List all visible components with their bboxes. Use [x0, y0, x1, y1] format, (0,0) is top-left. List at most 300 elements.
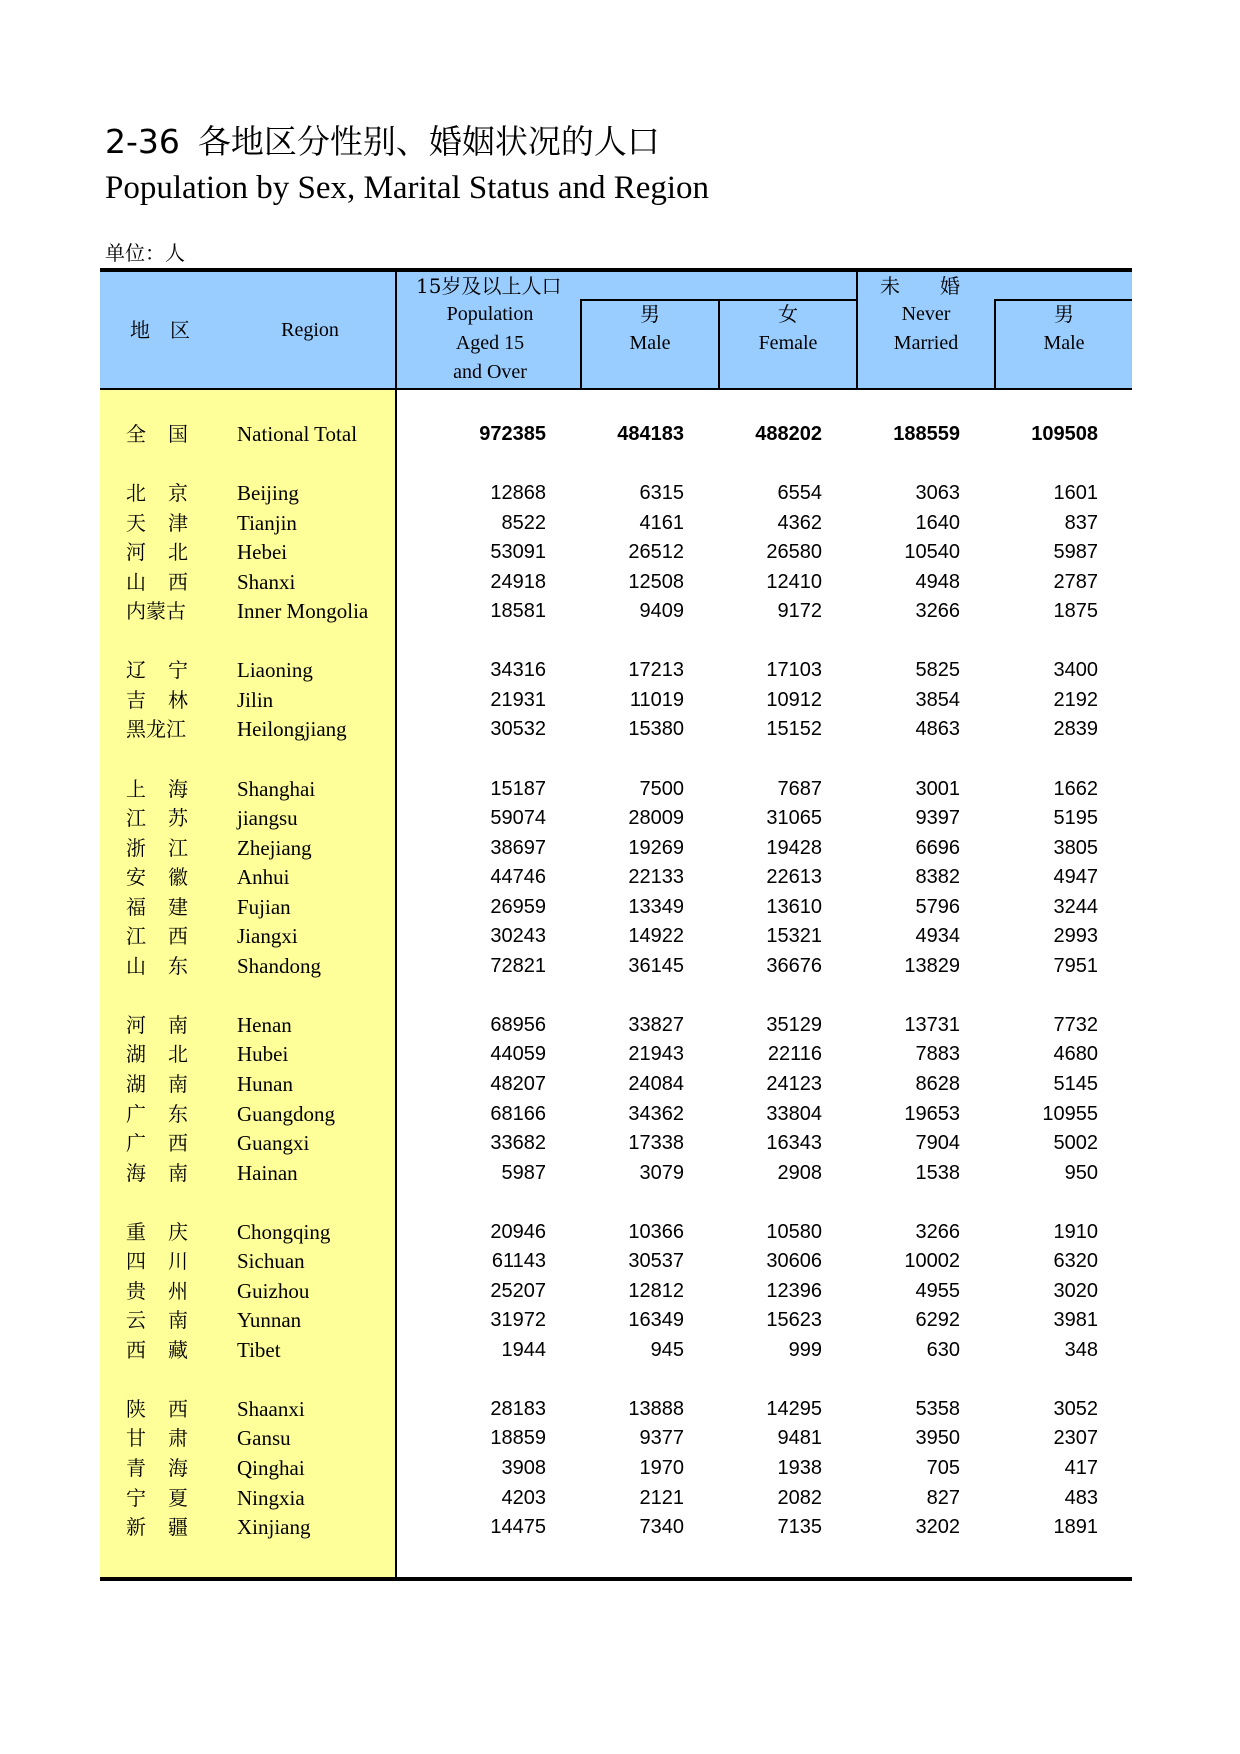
region-name-cn: [126, 921, 196, 951]
table-row: [100, 1512, 1132, 1542]
region-name-en: Jilin: [237, 688, 274, 712]
header-pop-line1: Population: [446, 303, 534, 325]
region-name-en: Henan: [237, 1013, 292, 1037]
value-population-15-over: 61143: [491, 1250, 546, 1272]
region-cn-char1: 贵: [126, 1279, 146, 1303]
table-row: [100, 951, 1132, 981]
value-female: 16343: [766, 1132, 822, 1154]
value-population-15-over: 30532: [490, 718, 546, 740]
value-population-15-over: 28183: [490, 1398, 546, 1420]
header-bottom-rule: [100, 388, 1132, 390]
value-never-married-male: 2993: [1053, 925, 1098, 947]
value-never-married-male: 3244: [1053, 896, 1098, 918]
region-cn-char2: 国: [168, 422, 188, 446]
region-cn-char2: 建: [168, 895, 188, 919]
region-name-en: Heilongjiang: [237, 717, 347, 741]
region-cn-char1: 江: [126, 924, 146, 948]
region-cn-char1: 新: [126, 1515, 146, 1539]
region-name-cn: [126, 714, 196, 744]
region-cn-char1: 福: [126, 895, 146, 919]
region-cn-char1: 广: [126, 1102, 146, 1126]
value-female: 10912: [766, 689, 822, 711]
region-name-en: Guizhou: [237, 1279, 310, 1303]
region-cn-char2: 徽: [168, 865, 188, 889]
value-population-15-over: 4203: [501, 1487, 546, 1509]
table-row: [100, 862, 1132, 892]
value-never-married-male: 2192: [1053, 689, 1098, 711]
region-name-en: Sichuan: [237, 1249, 305, 1273]
value-male: 17213: [628, 659, 684, 681]
value-female: 9481: [777, 1427, 822, 1449]
region-name-en: Yunnan: [237, 1308, 302, 1332]
region-cn-char2: 庆: [168, 1220, 188, 1244]
value-never-married: 6696: [915, 837, 960, 859]
region-name-cn: [126, 1335, 196, 1365]
value-female: 999: [788, 1339, 822, 1361]
region-cn-char2: 江: [168, 836, 188, 860]
value-female: 7135: [777, 1516, 822, 1538]
header-male-cn: 男: [640, 302, 660, 326]
header-pop-line2: Aged 15: [455, 332, 525, 354]
region-name-en: Jiangxi: [237, 924, 298, 948]
value-male: 15380: [628, 718, 684, 740]
value-never-married-male: 1891: [1053, 1516, 1098, 1538]
table-row: [100, 1158, 1132, 1188]
region-cn-char1: 浙: [126, 836, 146, 860]
value-never-married: 4955: [915, 1280, 960, 1302]
value-female: 15321: [766, 925, 822, 947]
value-never-married: 630: [926, 1339, 960, 1361]
value-male: 13349: [628, 896, 684, 918]
value-never-married: 7883: [915, 1043, 960, 1065]
region-name-cn: [126, 803, 196, 833]
region-cn-char2: 西: [168, 1131, 188, 1155]
region-cn-char1: 黑龙江: [126, 717, 186, 741]
value-never-married-male: 2839: [1053, 718, 1098, 740]
region-cn-char2: 南: [168, 1072, 188, 1096]
table-row: [100, 655, 1132, 685]
value-female: 14295: [766, 1398, 822, 1420]
value-female: 6554: [777, 482, 822, 504]
value-never-married-male: 3052: [1053, 1398, 1098, 1420]
header-region-en: Region: [281, 319, 339, 341]
region-cn-char1: 四: [126, 1249, 146, 1273]
region-cn-char1: 海: [126, 1161, 146, 1185]
table-row: [100, 478, 1132, 508]
region-name-cn: [126, 508, 196, 538]
table-row: [100, 1394, 1132, 1424]
value-male: 28009: [628, 807, 684, 829]
region-cn-char1: 青: [126, 1456, 146, 1480]
table-row: [100, 1276, 1132, 1306]
value-population-15-over: 30243: [490, 925, 546, 947]
region-cn-char1: 河: [126, 540, 146, 564]
table-row: [100, 1335, 1132, 1365]
table-row: [100, 892, 1132, 922]
region-name-en: Guangxi: [237, 1131, 310, 1155]
region-cn-char1: 辽: [126, 658, 146, 682]
value-never-married: 5358: [915, 1398, 960, 1420]
value-male: 9377: [639, 1427, 684, 1449]
value-never-married-male: 483: [1064, 1487, 1098, 1509]
header-never-cn: 未 婚: [880, 274, 960, 298]
header-never-male-cn: 男: [1054, 302, 1074, 326]
region-cn-char2: 东: [168, 1102, 188, 1126]
region-name-en: Tibet: [237, 1338, 281, 1362]
table-row: [100, 803, 1132, 833]
region-cn-char1: 上: [126, 777, 146, 801]
value-population-15-over: 68166: [490, 1103, 546, 1125]
region-name-cn: [126, 1039, 196, 1069]
region-cn-char1: 广: [126, 1131, 146, 1155]
value-male: 19269: [628, 837, 684, 859]
value-never-married-male: 10955: [1042, 1103, 1098, 1125]
value-population-15-over: 1944: [501, 1339, 546, 1361]
value-never-married-male: 1910: [1053, 1221, 1098, 1243]
table-row: [100, 508, 1132, 538]
value-never-married: 705: [926, 1457, 960, 1479]
value-female: 12396: [766, 1280, 822, 1302]
value-never-married-male: 7732: [1053, 1014, 1098, 1036]
region-name-cn: [126, 685, 196, 715]
region-cn-char1: 湖: [126, 1042, 146, 1066]
region-cn-char2: 南: [168, 1013, 188, 1037]
table-row: [100, 1423, 1132, 1453]
value-male: 2121: [639, 1487, 684, 1509]
value-population-15-over: 44059: [490, 1043, 546, 1065]
value-never-married: 3950: [915, 1427, 960, 1449]
value-never-married: 8382: [915, 866, 960, 888]
value-never-married: 3854: [915, 689, 960, 711]
region-cn-char2: 南: [168, 1308, 188, 1332]
value-female: 488202: [755, 423, 822, 445]
region-cn-char1: 湖: [126, 1072, 146, 1096]
region-name-cn: [126, 1512, 196, 1542]
value-female: 12410: [766, 571, 822, 593]
region-cn-char2: 西: [168, 924, 188, 948]
value-male: 945: [650, 1339, 684, 1361]
region-name-cn: [126, 655, 196, 685]
region-name-cn: [126, 951, 196, 981]
value-female: 15623: [766, 1309, 822, 1331]
value-population-15-over: 34316: [490, 659, 546, 681]
value-male: 26512: [628, 541, 684, 563]
region-name-en: Tianjin: [237, 511, 297, 535]
region-cn-char2: 藏: [168, 1338, 188, 1362]
value-population-15-over: 21931: [490, 689, 546, 711]
value-male: 12508: [628, 571, 684, 593]
region-cn-char1: 山: [126, 570, 146, 594]
table-row: [100, 1217, 1132, 1247]
value-never-married-male: 5002: [1053, 1132, 1098, 1154]
value-female: 36676: [766, 955, 822, 977]
region-cn-char2: 西: [168, 570, 188, 594]
header-male-en: Male: [629, 332, 671, 354]
value-male: 1970: [639, 1457, 684, 1479]
region-name-en: Hubei: [237, 1042, 289, 1066]
value-population-15-over: 18581: [490, 600, 546, 622]
region-cn-char2: 西: [168, 1397, 188, 1421]
value-never-married-male: 3981: [1053, 1309, 1098, 1331]
value-never-married: 827: [926, 1487, 960, 1509]
region-name-en: Gansu: [237, 1426, 291, 1450]
region-name-cn: [126, 1394, 196, 1424]
table-row: [100, 567, 1132, 597]
value-never-married: 9397: [915, 807, 960, 829]
value-female: 4362: [777, 512, 822, 534]
region-name-cn: [126, 1453, 196, 1483]
value-never-married-male: 5195: [1053, 807, 1098, 829]
region-name-cn: [126, 1099, 196, 1129]
value-population-15-over: 15187: [490, 778, 546, 800]
region-name-cn: [126, 1483, 196, 1513]
table-row: [100, 921, 1132, 951]
region-name-en: Shanghai: [237, 777, 316, 801]
region-cn-char2: 肃: [168, 1426, 188, 1450]
value-population-15-over: 33682: [490, 1132, 546, 1154]
value-never-married: 3063: [915, 482, 960, 504]
value-never-married-male: 417: [1064, 1457, 1098, 1479]
region-name-cn: [126, 1305, 196, 1335]
region-name-en: Hainan: [237, 1161, 298, 1185]
table-row: [100, 596, 1132, 626]
value-population-15-over: 26959: [490, 896, 546, 918]
region-name-en: Hebei: [237, 540, 288, 564]
region-name-en: Guangdong: [237, 1102, 335, 1126]
value-population-15-over: 44746: [490, 866, 546, 888]
value-female: 30606: [766, 1250, 822, 1272]
region-name-cn: [126, 1246, 196, 1276]
value-never-married: 3202: [915, 1516, 960, 1538]
region-name-en: jiangsu: [237, 806, 298, 830]
value-male: 484183: [617, 423, 684, 445]
value-male: 7500: [639, 778, 684, 800]
table-row: [100, 1099, 1132, 1129]
region-cn-char2: 州: [168, 1279, 188, 1303]
value-male: 10366: [628, 1221, 684, 1243]
value-population-15-over: 12868: [490, 482, 546, 504]
table-bottom-rule: [100, 1577, 1132, 1581]
region-name-cn: [126, 833, 196, 863]
value-female: 7687: [777, 778, 822, 800]
region-name-en: Anhui: [237, 865, 290, 889]
value-never-married-male: 837: [1064, 512, 1098, 534]
region-name-en: Qinghai: [237, 1456, 305, 1480]
table-row: [100, 685, 1132, 715]
value-female: 9172: [777, 600, 822, 622]
value-never-married: 5825: [915, 659, 960, 681]
value-never-married: 19653: [904, 1103, 960, 1125]
region-name-en: Beijing: [237, 481, 299, 505]
region-name-en: Fujian: [237, 895, 291, 919]
region-cn-char2: 苏: [168, 806, 188, 830]
value-never-married-male: 6320: [1053, 1250, 1098, 1272]
value-male: 14922: [628, 925, 684, 947]
region-cn-char2: 北: [168, 540, 188, 564]
value-never-married-male: 5145: [1053, 1073, 1098, 1095]
region-name-cn: [126, 1276, 196, 1306]
value-population-15-over: 24918: [490, 571, 546, 593]
region-cn-char2: 海: [168, 1456, 188, 1480]
header-never-line1: Never: [901, 303, 951, 325]
title-chinese-text: 各地区分性别、婚姻状况的人口: [197, 122, 660, 161]
value-population-15-over: 68956: [490, 1014, 546, 1036]
value-male: 16349: [628, 1309, 684, 1331]
value-female: 31065: [766, 807, 822, 829]
value-never-married: 13731: [904, 1014, 960, 1036]
value-never-married: 3266: [915, 600, 960, 622]
table-row: [100, 1305, 1132, 1335]
value-population-15-over: 31972: [490, 1309, 546, 1331]
value-never-married: 4948: [915, 571, 960, 593]
value-male: 21943: [628, 1043, 684, 1065]
region-name-cn: [126, 892, 196, 922]
value-male: 34362: [628, 1103, 684, 1125]
value-never-married-male: 5987: [1053, 541, 1098, 563]
region-cn-char1: 云: [126, 1308, 146, 1332]
region-name-en: Liaoning: [237, 658, 313, 682]
population-table: [100, 268, 1132, 1582]
value-female: 26580: [766, 541, 822, 563]
value-population-15-over: 3908: [501, 1457, 546, 1479]
value-female: 2082: [777, 1487, 822, 1509]
value-never-married: 10002: [904, 1250, 960, 1272]
region-name-cn: [126, 862, 196, 892]
region-name-en: Shanxi: [237, 570, 296, 594]
header-pop-group-cn: 15岁及以上人口: [416, 274, 562, 298]
region-name-cn: [126, 1128, 196, 1158]
value-population-15-over: 59074: [490, 807, 546, 829]
region-cn-char1: 河: [126, 1013, 146, 1037]
region-cn-char2: 南: [168, 1161, 188, 1185]
table-number: 2-36: [105, 122, 180, 161]
value-male: 11019: [629, 689, 684, 711]
value-never-married: 1538: [915, 1162, 960, 1184]
region-cn-char1: 西: [126, 1338, 146, 1362]
value-never-married-male: 3400: [1053, 659, 1098, 681]
value-never-married: 3266: [915, 1221, 960, 1243]
region-name-cn: [126, 596, 196, 626]
value-never-married: 8628: [915, 1073, 960, 1095]
table-row: [100, 1246, 1132, 1276]
value-male: 6315: [639, 482, 684, 504]
value-male: 12812: [628, 1280, 684, 1302]
header-female-cn: 女: [778, 302, 798, 326]
region-name-en: Shaanxi: [237, 1397, 305, 1421]
value-female: 2908: [777, 1162, 822, 1184]
table-row: [100, 714, 1132, 744]
table-row: [100, 1039, 1132, 1069]
region-name-en: Hunan: [237, 1072, 293, 1096]
region-cn-char2: 海: [168, 777, 188, 801]
value-female: 10580: [766, 1221, 822, 1243]
value-female: 22116: [767, 1043, 822, 1065]
value-population-15-over: 18859: [490, 1427, 546, 1449]
region-name-cn: [126, 1217, 196, 1247]
value-never-married-male: 1662: [1053, 778, 1098, 800]
table-row: [100, 1453, 1132, 1483]
value-male: 33827: [628, 1014, 684, 1036]
value-never-married-male: 2307: [1053, 1427, 1098, 1449]
value-never-married: 1640: [915, 512, 960, 534]
value-female: 33804: [766, 1103, 822, 1125]
value-never-married-male: 348: [1064, 1339, 1098, 1361]
value-never-married-male: 4947: [1053, 866, 1098, 888]
page-title-chinese: [105, 122, 660, 162]
region-cn-char1: 天: [126, 511, 146, 535]
value-never-married: 6292: [915, 1309, 960, 1331]
value-never-married-male: 3805: [1053, 837, 1098, 859]
region-name-cn: [126, 478, 196, 508]
value-population-15-over: 72821: [490, 955, 546, 977]
region-name-cn: [126, 1069, 196, 1099]
region-cn-char1: 陕: [126, 1397, 146, 1421]
table-row: [100, 774, 1132, 804]
value-population-15-over: 53091: [490, 541, 546, 563]
region-cn-char1: 安: [126, 865, 146, 889]
value-female: 13610: [766, 896, 822, 918]
table-row: [100, 1483, 1132, 1513]
page-title-english: Population by Sex, Marital Status and Region: [105, 170, 710, 206]
region-cn-char2: 京: [168, 481, 188, 505]
value-never-married-male: 1875: [1053, 600, 1098, 622]
value-male: 24084: [628, 1073, 684, 1095]
region-name-en: National Total: [237, 422, 358, 446]
value-never-married-male: 950: [1064, 1162, 1098, 1184]
value-population-15-over: 48207: [490, 1073, 546, 1095]
unit-label: 单位：人: [105, 241, 185, 265]
value-never-married: 4934: [915, 925, 960, 947]
region-cn-char1: 吉: [126, 688, 146, 712]
value-never-married-male: 4680: [1053, 1043, 1098, 1065]
header-female-en: Female: [758, 332, 818, 354]
region-cn-char1: 北: [126, 481, 146, 505]
region-name-cn: [126, 567, 196, 597]
region-name-cn: [126, 537, 196, 567]
header-never-male-en: Male: [1043, 332, 1085, 354]
region-cn-char1: 全: [126, 422, 146, 446]
region-cn-char1: 江: [126, 806, 146, 830]
table-row: [100, 537, 1132, 567]
region-name-en: Shandong: [237, 954, 321, 978]
value-female: 22613: [766, 866, 822, 888]
region-cn-char2: 川: [168, 1249, 188, 1273]
value-female: 17103: [766, 659, 822, 681]
region-cn-char2: 北: [168, 1042, 188, 1066]
table-row: [100, 1069, 1132, 1099]
value-population-15-over: 972385: [479, 423, 546, 445]
header-pop-line3: and Over: [453, 361, 527, 383]
value-never-married: 10540: [904, 541, 960, 563]
value-male: 9409: [639, 600, 684, 622]
value-female: 15152: [766, 718, 822, 740]
value-male: 17338: [628, 1132, 684, 1154]
value-population-15-over: 38697: [490, 837, 546, 859]
value-never-married: 3001: [915, 778, 960, 800]
region-cn-char2: 林: [168, 688, 188, 712]
header-region-cn: 地 区: [130, 318, 190, 342]
value-never-married: 5796: [915, 896, 960, 918]
region-cn-char1: 山: [126, 954, 146, 978]
table-row: [100, 1010, 1132, 1040]
value-male: 3079: [639, 1162, 684, 1184]
value-never-married-male: 7951: [1053, 955, 1098, 977]
value-never-married: 188559: [893, 423, 960, 445]
value-never-married: 4863: [915, 718, 960, 740]
value-male: 30537: [628, 1250, 684, 1272]
value-never-married-male: 2787: [1053, 571, 1098, 593]
value-male: 7340: [639, 1516, 684, 1538]
